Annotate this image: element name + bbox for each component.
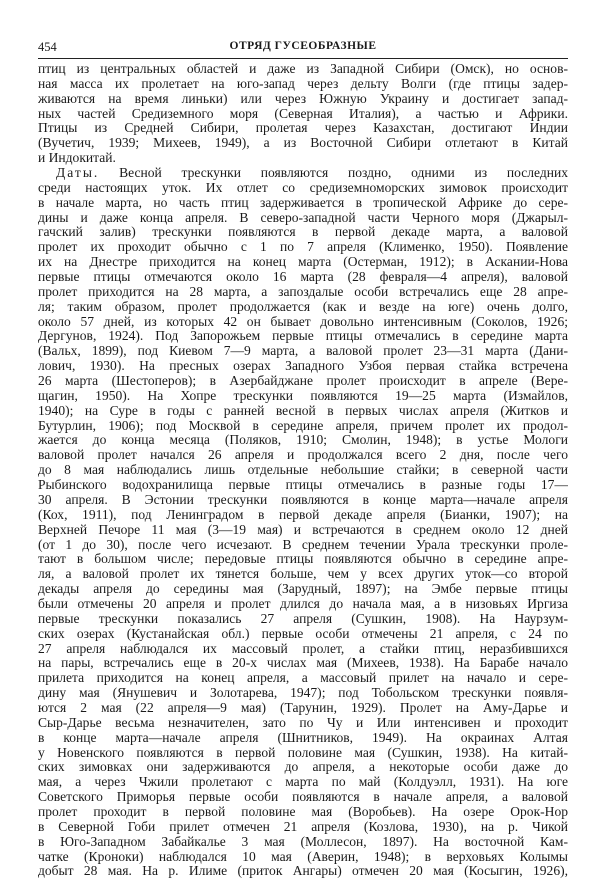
paragraph-lines [38,181,568,879]
text-line: у Новенского появляются в первой половине мая (Сушкин, 1938). На китай- [38,745,568,760]
text-line: валовой пролет начался 26 апреля и продолжался всего 2 дня, после чего [38,448,568,463]
text-line: в начале марта, но часть птиц задерживается в тропической Африке до сере- [38,195,568,210]
text-line: (от 1 до 30), после чего исчезают. В среднем течении Урала трескунки проле- [38,537,568,552]
text-line: (Вучетич, 1939; Михеев, 1949), а из Восточной Сибири отлетают в Китай [38,136,568,151]
running-title: ОТРЯД ГУСЕОБРАЗНЫЕ [229,40,377,52]
header-rule [38,58,568,59]
text-line: тают в большом числе; передовые птицы появляются обычно в середине апре- [38,552,568,567]
section-lead: Даты. [56,166,100,181]
text-line: до 8 мая наблюдались лишь отдельные небольшие стайки; в северной части [38,463,568,478]
text-line: (Кох, 1911), под Ленинградом в первой декаде апреля (Бианки, 1907); на [38,507,568,522]
text-line: чатке (Кроноки) наблюдался 10 мая (Аверин, 1948); в верховьях Колымы [38,849,568,864]
text-line: лович, 1930). На пресных озерах Западного Узбоя первая стайка встречена [38,359,568,374]
text-line: ля; таким образом, пролет продолжается (как и везде на юге) очень долго, [38,299,568,314]
text-line: щагин, 1950). На Хопре трескунки появляются 19—25 марта (Измайлов, [38,388,568,403]
text-line: пролет их проходит обычно с 1 по 7 апреля (Клименко, 1950). Появление [38,240,568,255]
text-line: Птицы из Средней Сибири, пролетая через Казахстан, достигают Индии [38,121,568,136]
text-line: живаются на время линьки) или через Южную Украину и достигает запад- [38,91,568,106]
text-line: добыт 28 мая. На р. Илиме (приток Ангары) отмечен 20 мая (Косыгин, 1926), [38,864,568,879]
text-line: 27 апреля наблюдался их массовый пролет, а стайки птиц, неразбившихся [38,641,568,656]
text-line: были отмечены 20 апреля и пролет длился до начала мая, а в низовьях Иргиза [38,596,568,611]
text-line: ля, а валовой пролет их тянется больше, чем у всех других уток—со второй [38,567,568,582]
text-line: Дергунов, 1924). Под Запорожьем первые птицы отмечались в середине марта [38,329,568,344]
text-line: пролет приходится на 28 марта, а запоздалые особи встречались еще 28 апре- [38,284,568,299]
text-line: их на Днестре приходится на конец марта (Остерман, 1912); в Аскании-Нова [38,255,568,270]
text-line: ются 2 мая (22 апреля—9 мая) (Тарунин, 1929). Пролет на Аму-Дарье и [38,700,568,715]
text-line: Советского Приморья первые особи появляются в начале апреля, а валовой [38,790,568,805]
first-line-text: Весной трескунки появляются поздно, одними из последних [119,166,568,181]
page-number: 454 [38,40,57,54]
text-line: ских зимовках они задерживаются до апреля, а некоторые особи даже до [38,760,568,775]
paragraph-continuation [38,62,568,166]
text-line: (Вальх, 1899), под Киевом 7—9 марта, а валовой пролет 23—31 марта (Дани- [38,344,568,359]
body-text [38,62,568,879]
text-line: 1940); на Суре в годы с ранней весной в первых числах апреля (Житков и [38,403,568,418]
text-line: в Северной Гоби прилет отмечен 21 апреля (Козлова, 1930), на р. Чикой [38,819,568,834]
text-line: Сыр-Дарье весьма незначителен, зато по Чу и Или интенсивен и проходит [38,715,568,730]
page-header [38,40,568,56]
text-line: 26 марта (Шестоперов); в Азербайджане пролет происходит в апреле (Вере- [38,374,568,389]
text-line: ных частей Средиземного моря (Северная Италия), а частью и Африки. [38,106,568,121]
paragraph-first-line [38,166,568,181]
text-line: дины и даже конца апреля. В северо-западной части Черного моря (Джарыл- [38,210,568,225]
text-line: 30 апреля. В Эстонии трескунки появляются в конце марта—начале апреля [38,492,568,507]
text-line: Рыбинского водохранилища первые птицы отмечались в разные годы 17— [38,478,568,493]
text-line: жается до конца месяца (Поляков, 1910; Смолин, 1948); в устье Мологи [38,433,568,448]
text-line: на пары, встречались еще в 20-х числах мая (Михеев, 1938). На Барабе начало [38,656,568,671]
text-line: среди настоящих уток. Их отлет со средиземноморских зимовок происходит [38,180,568,195]
text-line: прилета приходится на конец апреля, а массовый прилет на начало и сере- [38,671,568,686]
text-line: в конце марта—начале апреля (Шнитников, 1949). На окраинах Алтая [38,730,568,745]
text-line: первые трескунки показались 27 апреля (Сушкин, 1908). На Наурзум- [38,611,568,626]
text-line: и Индокитай. [38,151,116,166]
text-line: птиц из центральных областей и даже из Западной Сибири (Омск), но основ- [38,62,568,76]
text-line: в Юго-Западном Забайкалье 3 мая (Моллесон, 1897). На восточной Кам- [38,834,568,849]
text-line: ских озерах (Кустанайская обл.) первые особи отмечены 21 апреля, с 24 по [38,626,568,641]
paragraph-dates [38,166,568,879]
text-line: пролет проходит в первой половине мая (Воробьев). На озере Орок-Нор [38,804,568,819]
text-line: Бутурлин, 1906); под Москвой в середине апреля, причем пролет их продол- [38,418,568,433]
text-line: гачский залив) трескунки появляются в первой декаде марта, а валовой [38,225,568,240]
text-line: дину мая (Янушевич и Золотарева, 1947); под Тобольском трескунки появля- [38,686,568,701]
text-line: Верхней Печоре 11 мая (3—19 мая) и встречаются в среднем около 12 дней [38,522,568,537]
text-line: около 57 дней, из которых 42 он бывает довольно интенсивным (Соколов, 1926; [38,314,568,329]
text-line: ная масса их пролетает на юго-запад через дельту Волги (где птицы задер- [38,76,568,91]
text-line: первые птицы отмечаются около 16 марта (28 февраля—4 апреля), валовой [38,270,568,285]
text-line: мая, а через Чжили пролетают с марта по май (Колдуэлл, 1931). На юге [38,775,568,790]
text-line: декады апреля до середины мая (Зарудный, 1897); на Эмбе первые птицы [38,582,568,597]
